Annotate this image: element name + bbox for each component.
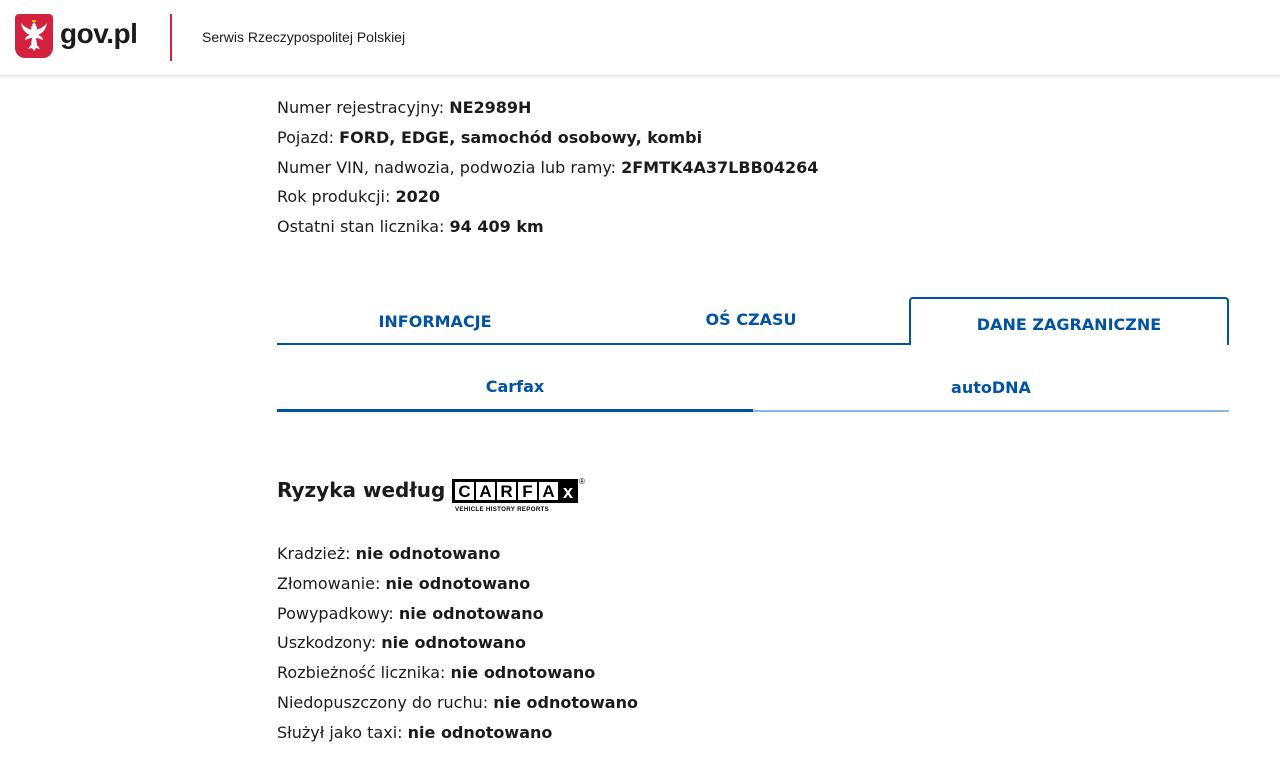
info-label: Ostatni stan licznika: [277, 217, 450, 237]
carfax-x: x [562, 482, 574, 502]
registered-mark: ® [579, 477, 585, 486]
info-value: 94 409 km [449, 217, 544, 237]
risk-value: nie odnotowano [407, 722, 553, 742]
carfax-letter: R [500, 482, 513, 501]
risk-row-damaged [277, 631, 638, 661]
risk-row-accident [277, 602, 638, 632]
gov-pl-logo[interactable]: gov.pl [60, 18, 138, 49]
info-label: Rok produkcji: [277, 187, 396, 207]
vehicle-info [277, 96, 818, 245]
info-value: 2020 [395, 187, 440, 207]
carfax-letter: A [479, 482, 492, 501]
risk-label: Kradzież: [277, 544, 356, 563]
risk-row-not-roadworthy [277, 691, 638, 721]
risk-label: Rozbieżność licznika: [277, 663, 451, 683]
info-label: Pojazd: [277, 127, 340, 147]
risk-label: Uszkodzony: [277, 633, 382, 653]
service-name: Serwis Rzeczypospolitej Polskiej [202, 29, 406, 45]
risk-row-theft [277, 542, 638, 572]
vehicle-row [277, 126, 818, 156]
carfax-letter: F [522, 482, 533, 501]
registration-number-row [277, 96, 818, 126]
info-value: 2FMTK4A37LBB04264 [621, 157, 819, 177]
risk-value: nie odnotowano [398, 603, 544, 623]
info-label: Numer rejestracyjny: [277, 98, 450, 117]
risk-label: Złomowanie: [277, 573, 386, 593]
production-year-row [277, 185, 818, 215]
tab-dane-zagraniczne[interactable]: DANE ZAGRANICZNE [909, 297, 1229, 345]
header-divider [170, 14, 172, 61]
subtab-autodna[interactable]: autoDNA [753, 366, 1229, 412]
site-header [0, 0, 1280, 76]
carfax-letter: A [542, 482, 555, 501]
tab-os-czasu[interactable]: OŚ CZASU [705, 309, 797, 329]
risk-row-odometer [277, 661, 638, 691]
risk-value: nie odnotowano [381, 633, 526, 653]
risk-label: Niedopuszczony do ruchu: [277, 692, 494, 712]
odometer-row [277, 215, 818, 245]
info-label: Numer VIN, nadwozia, podwozia lub ramy: [277, 157, 622, 177]
risk-value: nie odnotowano [385, 573, 531, 593]
risk-section-title: Ryzyka według [277, 478, 446, 502]
carfax-tagline: VEHICLE HISTORY REPORTS [455, 506, 550, 513]
info-value: FORD, EDGE, samochód osobowy, kombi [339, 127, 703, 147]
risk-value: nie odnotowano [355, 544, 501, 563]
subtab-carfax[interactable]: Carfax [277, 366, 753, 412]
risk-value: nie odnotowano [450, 663, 596, 683]
vin-row [277, 156, 818, 186]
main-tabs [277, 297, 1229, 345]
risk-label: Służył jako taxi: [277, 722, 408, 742]
risk-label: Powypadkowy: [277, 603, 399, 623]
carfax-logo [451, 476, 587, 516]
risk-row-taxi [277, 721, 638, 751]
polish-eagle-emblem-icon[interactable] [15, 14, 53, 58]
risk-value: nie odnotowano [493, 692, 638, 712]
risk-row-scrapped [277, 572, 638, 602]
info-value: NE2989H [449, 98, 532, 117]
risk-list [277, 542, 638, 751]
tab-informacje[interactable]: INFORMACJE [378, 311, 492, 331]
source-subtabs [277, 366, 1229, 412]
carfax-letter: C [458, 482, 471, 501]
